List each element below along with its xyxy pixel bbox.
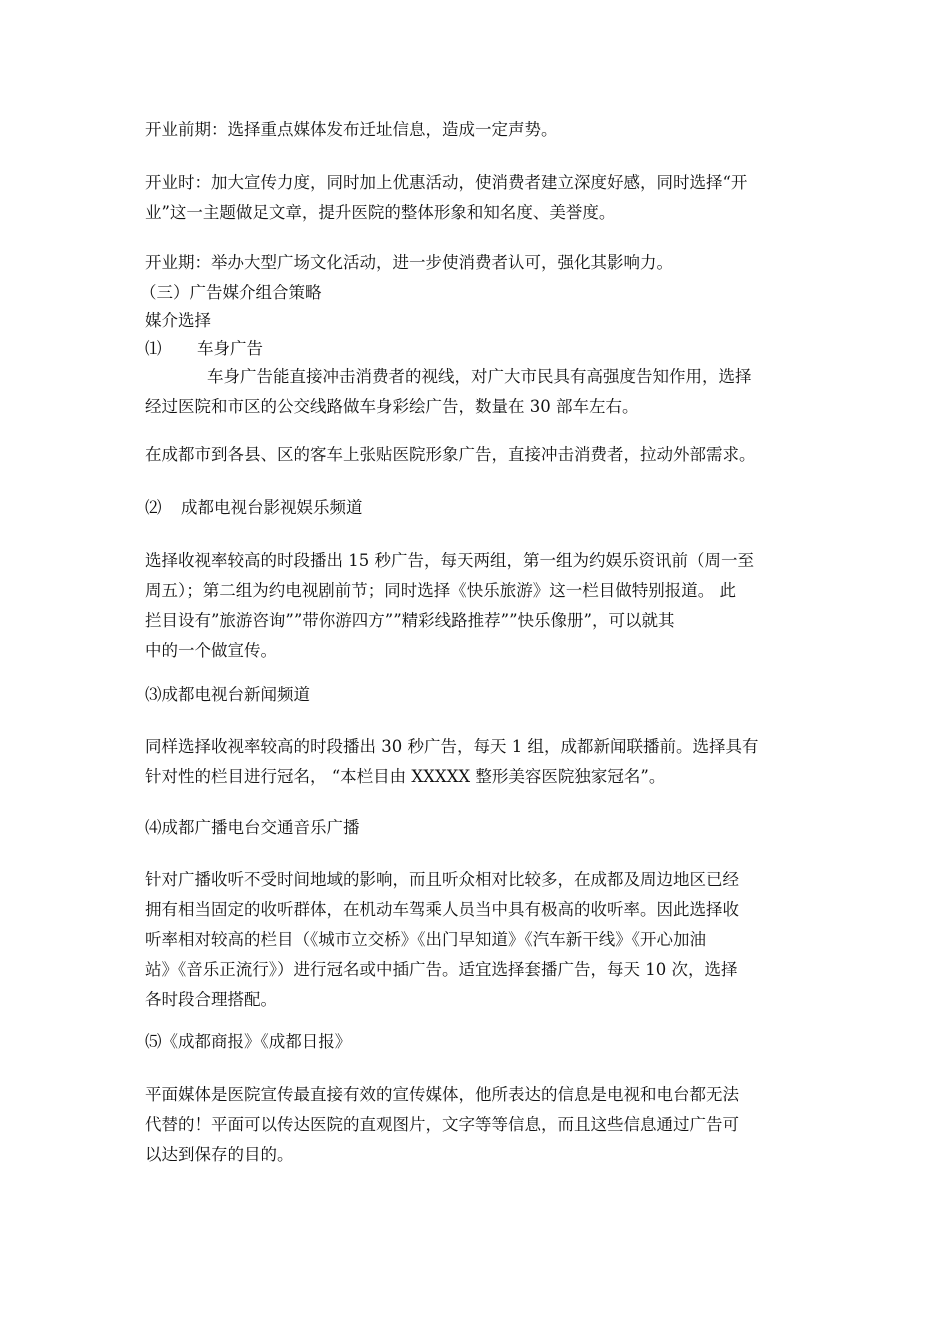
item-5-body <box>145 1080 810 1170</box>
item-heading-line <box>145 493 810 523</box>
paragraph-opening-period <box>145 248 810 278</box>
item-title: ⑶成都电视台新闻频道 <box>145 685 310 704</box>
item-title: ⑸《成都商报》《成都日报》 <box>145 1032 352 1051</box>
item-number: ⑴ <box>145 339 162 358</box>
item-title: 成都电视台影视娱乐频道 <box>181 498 363 517</box>
subheading-media-choice <box>145 306 810 336</box>
paragraph-opening <box>145 168 810 228</box>
item-1-extra <box>145 440 810 470</box>
paragraph-pre-opening <box>145 115 810 145</box>
item-4-body <box>145 865 810 1015</box>
item-number: ⑵ <box>145 498 162 517</box>
item-1-heading <box>145 334 810 364</box>
text-line: 开业期：举办大型广场文化活动，进一步使消费者认可，强化其影响力。 <box>145 253 673 272</box>
text-line: 平面媒体是医院宣传最直接有效的宣传媒体，他所表达的信息是电视和电台都无法 <box>145 1085 739 1104</box>
text-line: 同样选择收视率较高的时段播出 30 秒广告，每天 1 组，成都新闻联播前。选择具有 <box>145 737 759 756</box>
text-line: 在成都市到各县、区的客车上张贴医院形象广告，直接冲击消费者，拉动外部需求。 <box>145 445 756 464</box>
item-heading-line <box>145 334 810 364</box>
text-line: 以达到保存的目的。 <box>145 1145 294 1164</box>
item-2-heading <box>145 493 810 523</box>
section-heading <box>140 278 805 308</box>
text-line: 站》《音乐正流行》）进行冠名或中插广告。适宜选择套播广告，每天 10 次，选择 <box>145 960 738 979</box>
item-2-body <box>145 546 810 666</box>
text-line: 拦目设有”旅游咨询””带你游四方””精彩线路推荐””快乐像册”，可以就其 <box>145 611 675 630</box>
text-line: 选择收视率较高的时段播出 15 秒广告，每天两组，第一组为约娱乐资讯前（周一至 <box>145 551 754 570</box>
text-line: 针对广播收听不受时间地域的影响，而且听众相对比较多，在成都及周边地区已经 <box>145 870 739 889</box>
text-line: 车身广告能直接冲击消费者的视线，对广大市民具有高强度告知作用，选择 <box>207 367 752 386</box>
item-3-body <box>145 732 810 792</box>
text-line: 代替的！平面可以传达医院的直观图片，文字等等信息，而且这些信息通过广告可 <box>145 1115 739 1134</box>
text-line: 各时段合理搭配。 <box>145 990 277 1009</box>
text-line: 业”这一主题做足文章，提升医院的整体形象和知名度、美誉度。 <box>145 203 616 222</box>
text-line: 经过医院和市区的公交线路做车身彩绘广告，数量在 30 部车左右。 <box>145 397 639 416</box>
text-line: 周五）；第二组为约电视剧前节；同时选择《快乐旅游》这一栏目做特别报道。 此 <box>145 581 736 600</box>
text-line: 针对性的栏目进行冠名， “本栏目由 XXXXX 整形美容医院独家冠名”。 <box>145 767 666 786</box>
item-title: 车身广告 <box>197 339 263 358</box>
text-line: 中的一个做宣传。 <box>145 641 277 660</box>
media-choice-title: 媒介选择 <box>145 311 211 330</box>
item-3-heading <box>145 680 810 710</box>
item-title: ⑷成都广播电台交通音乐广播 <box>145 818 360 837</box>
text-line: 拥有相当固定的收听群体，在机动车驾乘人员当中具有极高的收听率。因此选择收 <box>145 900 739 919</box>
item-5-heading <box>145 1027 810 1057</box>
section-title: （三）广告媒介组合策略 <box>140 283 322 302</box>
text-line: 听率相对较高的栏目（《城市立交桥》《出门早知道》《汽车新干线》《开心加油 <box>145 930 706 949</box>
item-1-body <box>145 362 810 422</box>
text-line: 开业前期：选择重点媒体发布迁址信息，造成一定声势。 <box>145 120 558 139</box>
text-line: 开业时：加大宣传力度，同时加上优惠活动，使消费者建立深度好感，同时选择“开 <box>145 173 748 192</box>
item-4-heading <box>145 813 810 843</box>
